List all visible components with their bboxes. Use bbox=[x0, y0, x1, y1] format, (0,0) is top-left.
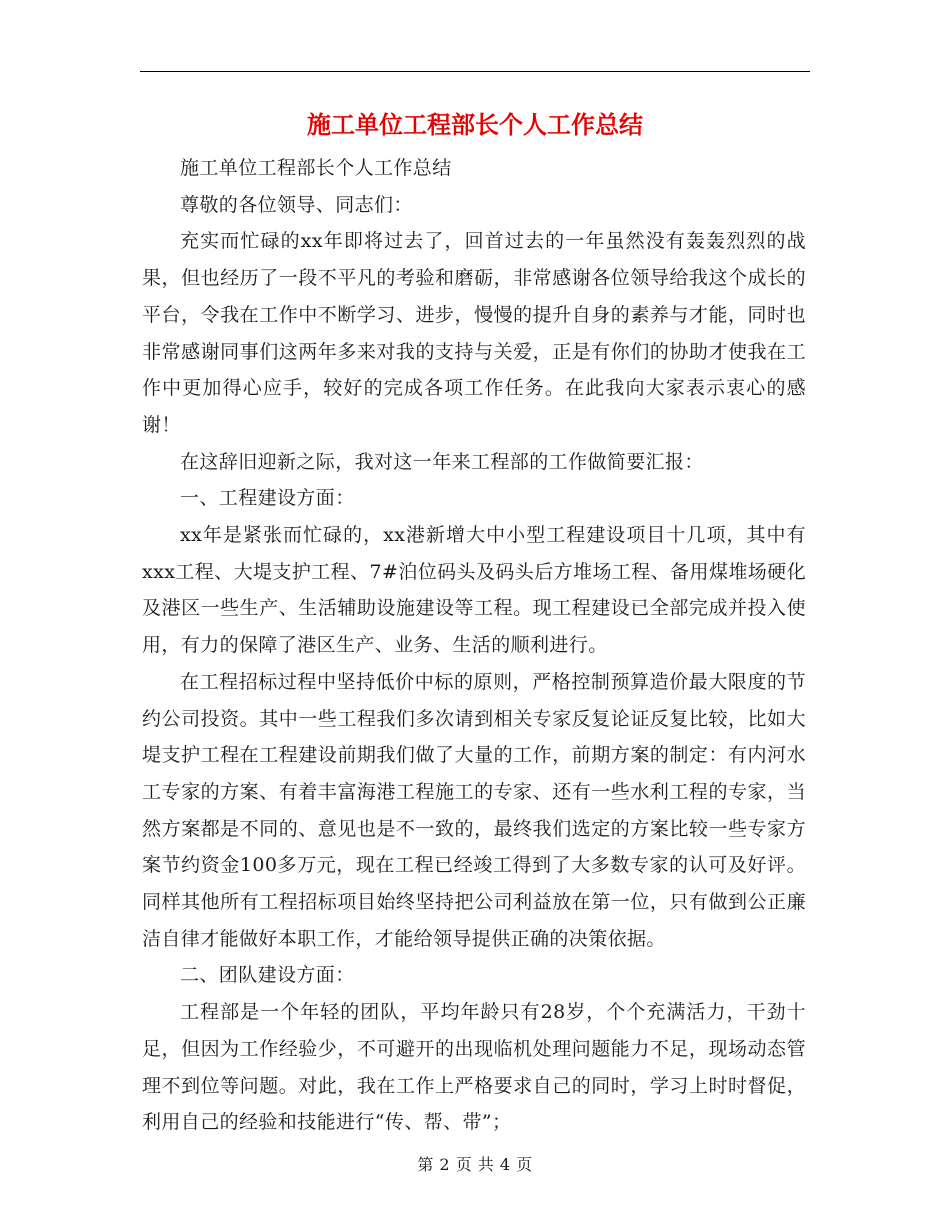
section-heading-team: 二、团队建设方面： bbox=[180, 964, 355, 987]
paragraph-bidding: 在工程招标过程中坚持低价中标的原则，严格控制预算造价最大限度的节约公司投资。其中一些工程我们多次请到相关专家反复论证反复比较，比如大堤支护工程在工程建设前期我们做了大量的工作，前期方案的制定：有内河水工专家的方案、有着丰富海港工程施工的专家、还有一些水利工程的专家，当然方案都是不同的、意见也是不一致的，最终我们选定的方案比较一些专家方案节约资金100多万元，现在工程已经竣工得到了大多数专家的认可及好评。同样其他所有工程招标项目始终坚持把公司利益放在第一位，只有做到公正廉洁自律才能做好本职工作，才能给领导提供正确的决策依据。 bbox=[142, 670, 806, 950]
page-footer: 第 2 页 共 4 页 bbox=[417, 1155, 533, 1174]
paragraph-subtitle: 施工单位工程部长个人工作总结 bbox=[180, 157, 452, 179]
paragraph-intro: 充实而忙碌的xx年即将过去了，回首过去的一年虽然没有轰轰烈烈的战果，但也经历了一段不平凡的考验和磨砺，非常感谢各位领导给我这个成长的平台，令我在工作中不断学习、进步，慢慢的提升自身的素养与才能，同时也非常感谢同事们这两年多来对我的支持与关爱，正是有你们的协助才使我在工作中更加得心应手，较好的完成各项工作任务。在此我向大家表示衷心的感谢！ bbox=[142, 230, 806, 436]
paragraph-report-lead: 在这辞旧迎新之际，我对这一年来工程部的工作做简要汇报： bbox=[180, 450, 704, 473]
paragraph-team: 工程部是一个年轻的团队，平均年龄只有28岁，个个充满活力，干劲十足，但因为工作经验少，不可避开的出现临机处理问题能力不足，现场动态管理不到位等问题。对此，我在工作上严格要求自己的同时，学习上时时督促，利用自己的经验和技能进行“传、帮、带”； bbox=[142, 1001, 806, 1134]
section-heading-construction: 一、工程建设方面： bbox=[180, 487, 355, 510]
paragraph-construction: xx年是紧张而忙碌的，xx港新增大中小型工程建设项目十几项，其中有xxx工程、大堤支护工程、7#泊位码头及码头后方堆场工程、备用煤堆场硬化及港区一些生产、生活辅助设施建设等工程。现工程建设已全部完成并投入使用，有力的保障了港区生产、业务、生活的顺利进行。 bbox=[142, 524, 806, 657]
document-body bbox=[142, 150, 806, 1141]
paragraph-salutation: 尊敬的各位领导、同志们： bbox=[180, 193, 413, 216]
document-title: 施工单位工程部长个人工作总结 bbox=[307, 110, 643, 139]
header-rule bbox=[140, 71, 810, 72]
